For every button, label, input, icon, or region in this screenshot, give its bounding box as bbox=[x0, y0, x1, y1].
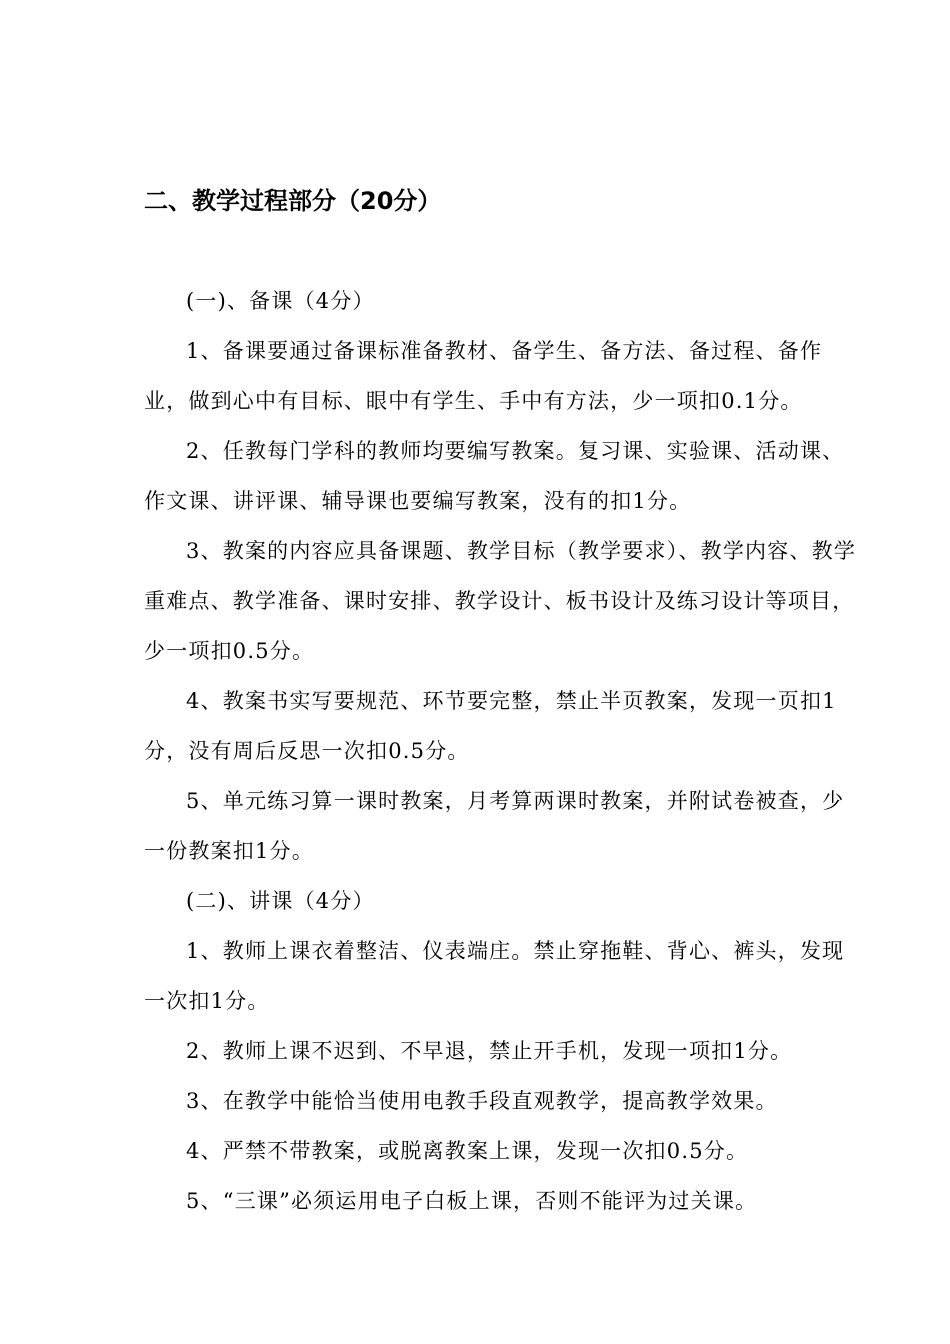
lesson-prep-item-1: 1、备课要通过备课标准备教材、备学生、备方法、备过程、备作业，做到心中有目标、眼中有学生、手中有方法，少一项扣0.1分。 bbox=[144, 339, 823, 413]
teaching-item-3: 3、在教学中能恰当使用电教手段直观教学，提高教学效果。 bbox=[186, 1089, 778, 1113]
lesson-prep-item-4: 4、教案书实写要规范、环节要完整，禁止半页教案，发现一页扣1分，没有周后反思一次扣0.5分。 bbox=[144, 689, 837, 763]
section-heading: 二、教学过程部分（20分） bbox=[144, 187, 442, 215]
subsection-title-lesson-prep: (一)、备课（4分） bbox=[186, 289, 375, 313]
teaching-item-2: 2、教师上课不迟到、不早退，禁止开手机，发现一项扣1分。 bbox=[186, 1039, 793, 1063]
lesson-prep-item-3: 3、教案的内容应具备课题、教学目标（教学要求）、教学内容、教学重难点、教学准备、课时安排、教学设计、板书设计及练习设计等项目，少一项扣0.5分。 bbox=[144, 539, 857, 663]
teaching-item-4: 4、严禁不带教案，或脱离教案上课，发现一次扣0.5分。 bbox=[186, 1139, 749, 1163]
document-body bbox=[144, 276, 864, 1226]
teaching-item-5: 5、“三课”必须运用电子白板上课，否则不能评为过关课。 bbox=[186, 1189, 758, 1213]
teaching-item-1: 1、教师上课衣着整洁、仪表端庄。禁止穿拖鞋、背心、裤头，发现一次扣1分。 bbox=[144, 939, 845, 1013]
subsection-title-teaching: (二)、讲课（4分） bbox=[186, 889, 375, 913]
lesson-prep-item-2: 2、任教每门学科的教师均要编写教案。复习课、实验课、活动课、作文课、讲评课、辅导课也要编写教案，没有的扣1分。 bbox=[144, 439, 845, 513]
document-page bbox=[144, 0, 864, 1344]
lesson-prep-item-5: 5、单元练习算一课时教案，月考算两课时教案，并附试卷被查，少一份教案扣1分。 bbox=[144, 789, 845, 863]
